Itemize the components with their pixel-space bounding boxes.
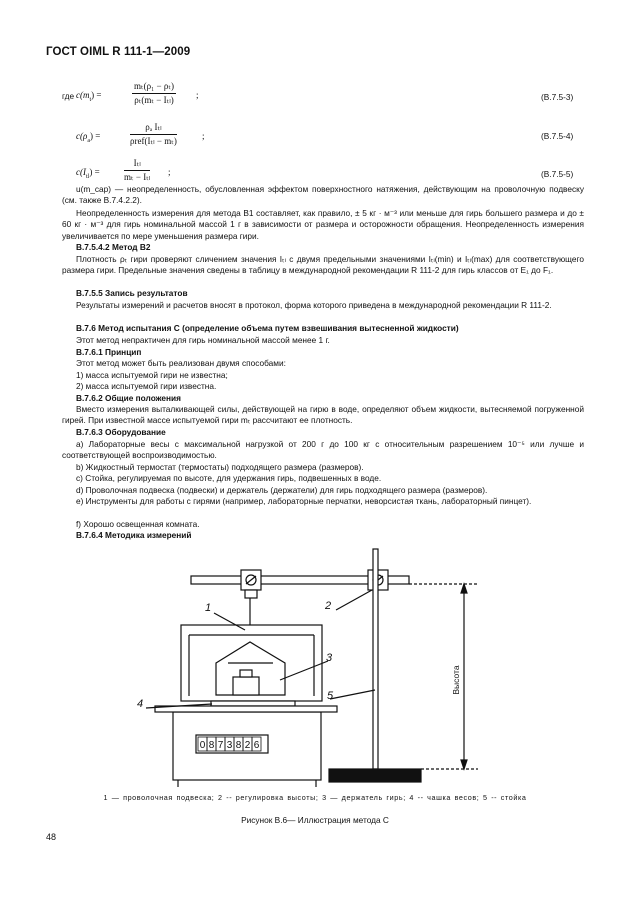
eq2-tail: ; [202, 131, 205, 141]
eq1-lhs: c(m [76, 90, 90, 100]
weight [233, 677, 259, 695]
eq1-denominator: ρₜ(mₜ − Iₜₗ) [134, 95, 174, 105]
eq2-lhs-end: ) = [89, 131, 101, 141]
callout-label-2: 2 [325, 600, 332, 612]
balance-pan [211, 701, 295, 706]
list-item-2: 2) масса испытуемой гири известна. [76, 381, 217, 391]
callout-label-3: 3 [326, 652, 333, 664]
display-digit: 0 [199, 740, 206, 751]
page-header: ГОСТ OIML R 111-1—2009 [46, 46, 191, 58]
paragraph-method-b2: Плотность ρₜ гири проверяют сличением значения Iₜₗ с двумя предельными значениями Iₜₗ(min) и Iₜₗ(max) для соответствующего размера гири. Предельные значения сведены в таблицу в международной рекомендации R 111-2 для гирь классов от E₁ до F₁. [62, 254, 584, 276]
paragraph-records: Результаты измерений и расчетов вносят в протокол, форма которого приведена в международной рекомендации R 111-2. [76, 300, 552, 310]
equipment-f: f) Хорошо освещенная комната. [76, 519, 200, 529]
eq2-number: (B.7.5-4) [541, 131, 574, 141]
eq3-lhs: c(I [76, 167, 86, 177]
height-label: Высота [451, 665, 461, 695]
figure-method-c-illustration [0, 540, 630, 790]
eq1-number: (B.7.5-3) [541, 92, 574, 102]
paragraph-u-mcap: u(m_cap) — неопределенность, обусловленная эффектом поверхностного натяжения, действующим на проволочную подвеску (см. также В.7.4.2.2). [62, 184, 584, 206]
heading-b762: В.7.6.2 Общие положения [76, 393, 181, 403]
figure-legend: 1 — проволочная подвеска; 2 -- регулировка высоты; 3 — держатель гирь; 4 -- чашка весов; 5 -- стойка [103, 793, 527, 802]
heading-b764: В.7.6.4 Методика измерений [76, 530, 192, 540]
eq3-lhs-sub: tl [86, 173, 90, 180]
callout-label-1: 1 [205, 602, 212, 614]
equipment-c: c) Стойка, регулируемая по высоте, для удержания гирь, подвешенных в воде. [76, 473, 382, 483]
equipment-b: b) Жидкостный термостат (термостаты) подходящего размера (размеров). [76, 462, 364, 472]
page-number: 48 [46, 832, 57, 842]
display-digit: 8 [235, 740, 242, 751]
eq3-number: (B.7.5-5) [541, 169, 574, 179]
display-digit: 2 [244, 740, 251, 751]
eq3-denominator: mₜ − Iₜₗ [124, 172, 151, 182]
heading-b763: В.7.6.3 Оборудование [76, 427, 166, 437]
callout-label-4: 4 [137, 698, 144, 710]
eq2-lhs: c(ρ [76, 131, 88, 141]
eq3-numerator: Iₜₗ [124, 158, 150, 171]
leader-2 [336, 590, 372, 610]
eq3-tail: ; [168, 167, 171, 177]
heading-b76: В.7.6 Метод испытания С (определение объема путем взвешивания вытесненной жидкости) [76, 323, 459, 333]
equipment-d: d) Проволочная подвеска (подвески) и держатель (держатели) для гирь подходящего размера (размеров). [76, 485, 488, 495]
where-label: где [62, 91, 75, 101]
eq3-lhs-end: ) = [89, 167, 100, 177]
display-digit: 7 [217, 740, 224, 751]
leader-5 [330, 690, 375, 699]
eq1-tail: ; [196, 90, 199, 100]
paragraph-general: Вместо измерения выталкивающей силы, действующей на гирю в воде, определяют объем жидкости, вытесняемой погруженной гирей. При известной массе испытуемой гири mₜ рассчитают ее плотность. [62, 404, 584, 426]
paragraph-uncertainty: Неопределенность измерения для метода В1 составляет, как правило, ± 5 кг · м⁻³ или меньше для гирь большего размера и до ± 60 кг · м⁻³ для гирь номинальной массой 1 г в зависимости от размера и осторожности обращения. Неопределенность измерения увеличивается по мере уменьшения размера гири. [62, 208, 584, 241]
eq1-lhs-end: ) = [91, 90, 102, 100]
eq1-numerator: mₜ(ρ₁ − ρₜ) [132, 81, 176, 94]
stand-pole [373, 549, 378, 769]
callout-label-5: 5 [327, 690, 334, 702]
list-item-1: 1) масса испытуемой гири не известна; [76, 370, 228, 380]
display-digit: 8 [208, 740, 215, 751]
paragraph-two-ways: Этот метод может быть реализован двумя способами: [76, 358, 286, 368]
display-digit: 6 [253, 740, 260, 751]
paragraph-not-practical: Этот метод непрактичен для гирь номинальной массой менее 1 г. [76, 335, 330, 345]
heading-b7542: В.7.5.4.2 Метод В2 [76, 242, 151, 252]
eq2-lhs-sub: a [87, 137, 90, 144]
heading-b755: В.7.5.5 Запись результатов [76, 288, 188, 298]
equipment-e: e) Инструменты для работы с гирями (например, лабораторные перчатки, неворсистая ткань, лабораторный пинцет). [76, 496, 532, 506]
figure-caption: Рисунок В.6— Иллюстрация метода С [241, 815, 389, 825]
eq2-numerator: ρₐ Iₜₗ [130, 122, 177, 135]
display-digit: 3 [226, 740, 233, 751]
stand-base [329, 769, 421, 782]
equipment-a: a) Лабораторные весы с максимальной нагрузкой от 200 г до 100 кг с относительным разрешением 10⁻⁵ или лучше и соответствующей воспроизводимостью. [62, 439, 584, 461]
eq1-lhs-sub: t [89, 96, 92, 103]
heading-b761: В.7.6.1 Принцип [76, 347, 142, 357]
eq2-denominator: ρref(Iₜₗ − mₜ) [130, 136, 177, 146]
